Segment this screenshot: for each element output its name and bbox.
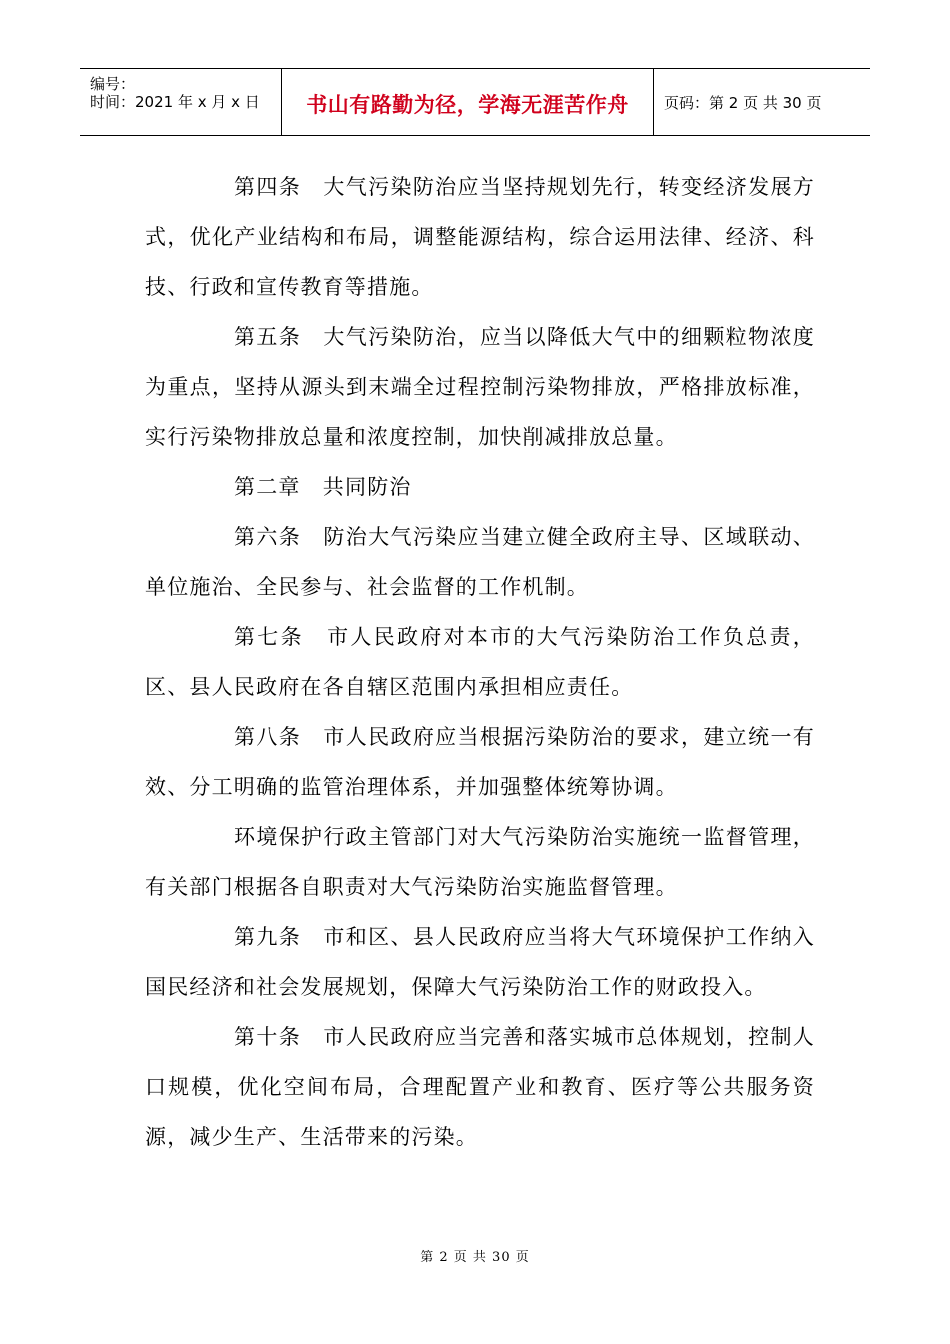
page-info: 页码：第 2 页 共 30 页 [664, 93, 822, 112]
paragraph-article-8-cont: 环境保护行政主管部门对大气污染防治实施统一监督管理，有关部门根据各自职责对大气污染防治实施监督管理。 [145, 825, 815, 899]
document-body [145, 162, 815, 1162]
paragraph-article-7: 第七条 市人民政府对本市的大气污染防治工作负总责，区、县人民政府在各自辖区范围内承担相应责任。 [145, 625, 815, 699]
page-footer: 第 2 页 共 30 页 [420, 1250, 530, 1265]
paragraph-article-4: 第四条 大气污染防治应当坚持规划先行，转变经济发展方式，优化产业结构和布局，调整能源结构，综合运用法律、经济、科技、行政和宣传教育等措施。 [145, 175, 815, 299]
chapter-heading: 第二章 共同防治 [234, 475, 412, 499]
serial-number-label: 编号： [90, 75, 136, 93]
paragraph-article-5: 第五条 大气污染防治，应当以降低大气中的细颗粒物浓度为重点，坚持从源头到末端全过程控制污染物排放，严格排放标准，实行污染物排放总量和浓度控制，加快削减排放总量。 [145, 325, 815, 449]
header-info-cell [80, 69, 282, 135]
paragraph-article-6: 第六条 防治大气污染应当建立健全政府主导、区域联动、单位施治、全民参与、社会监督的工作机制。 [145, 525, 815, 599]
date-line: 时间：2021 年 x 月 x 日 [90, 93, 260, 111]
paragraph-article-10: 第十条 市人民政府应当完善和落实城市总体规划，控制人口规模，优化空间布局，合理配置产业和教育、医疗等公共服务资源，减少生产、生活带来的污染。 [145, 1025, 815, 1149]
document-header [80, 68, 870, 136]
paragraph-article-8: 第八条 市人民政府应当根据污染防治的要求，建立统一有效、分工明确的监管治理体系，并加强整体统筹协调。 [145, 725, 815, 799]
header-motto-cell [282, 69, 654, 135]
header-page-cell [654, 69, 870, 135]
paragraph-article-9: 第九条 市和区、县人民政府应当将大气环境保护工作纳入国民经济和社会发展规划，保障大气污染防治工作的财政投入。 [145, 925, 815, 999]
motto-text: 书山有路勤为径，学海无涯苦作舟 [306, 93, 629, 117]
